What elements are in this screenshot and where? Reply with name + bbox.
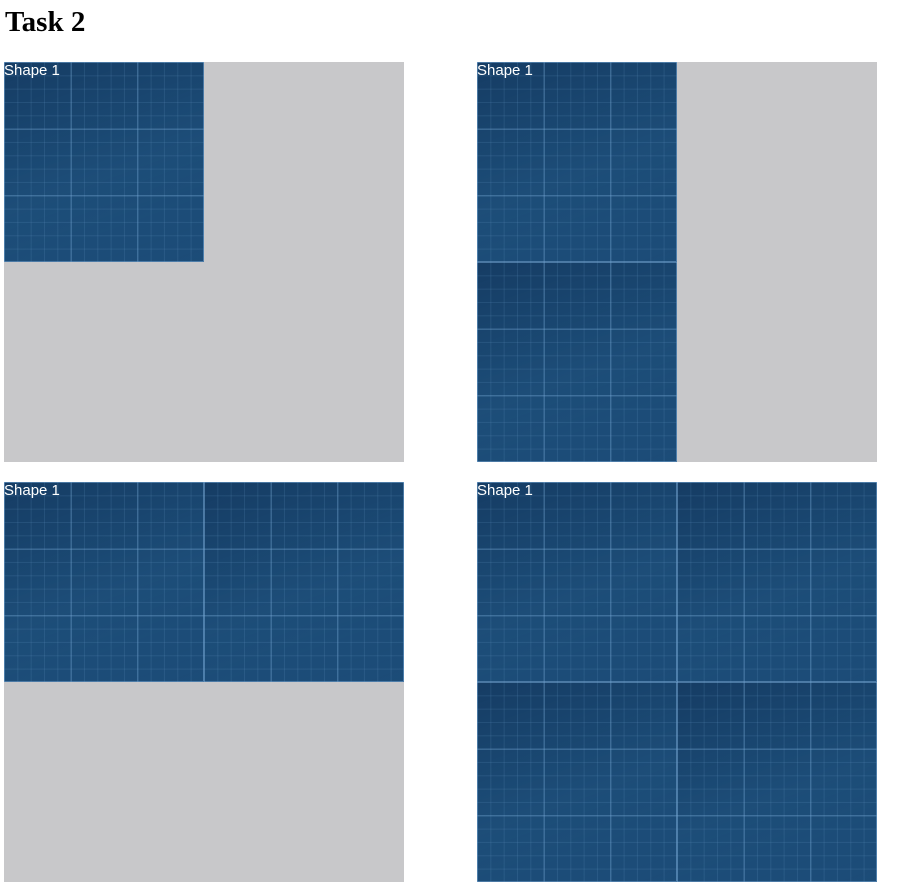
blueprint-tile [477, 262, 677, 462]
blueprint-tile [4, 62, 204, 262]
shape-panel-1x1 [4, 62, 404, 462]
shape-panel-1x2 [477, 62, 877, 462]
blueprint-tile [677, 482, 877, 682]
shape-label: Shape 1 [4, 62, 60, 79]
blueprint-tile [4, 482, 204, 682]
shape-panel-2x1 [4, 482, 404, 882]
blueprint-tile [477, 62, 677, 262]
shape-panel-2x2 [477, 482, 877, 882]
page-title: Task 2 [5, 6, 86, 38]
blueprint-tile [477, 682, 677, 882]
shape-label: Shape 1 [477, 482, 533, 499]
shape-label: Shape 1 [4, 482, 60, 499]
blueprint-tile [677, 682, 877, 882]
blueprint-tile [204, 482, 404, 682]
blueprint-tile [477, 482, 677, 682]
shape-label: Shape 1 [477, 62, 533, 79]
